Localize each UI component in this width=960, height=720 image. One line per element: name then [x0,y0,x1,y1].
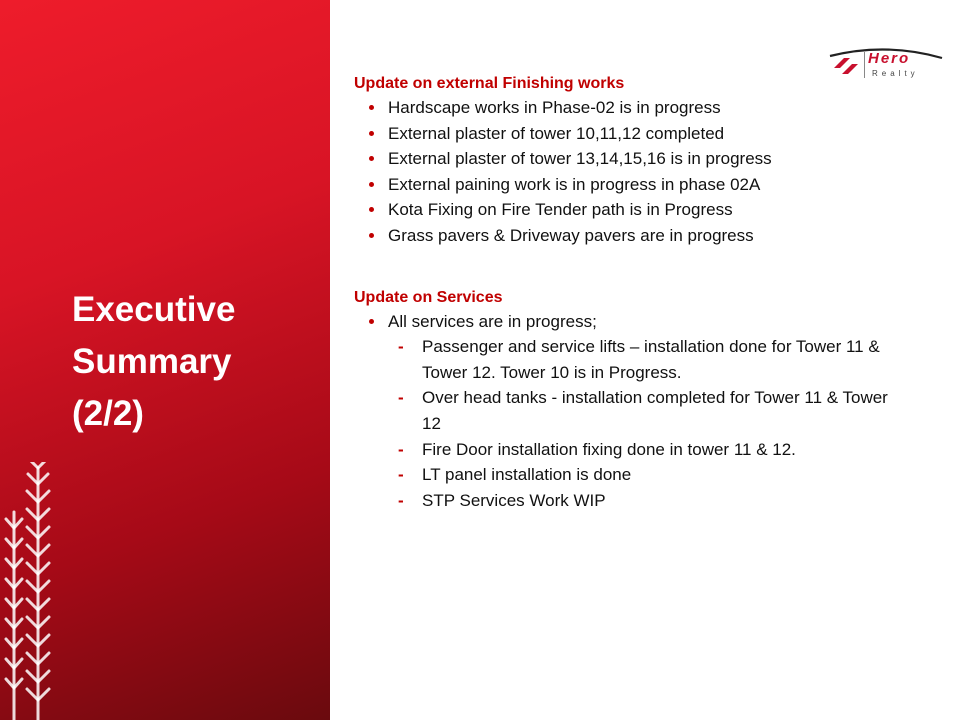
section-external-finishing [354,73,924,249]
list-item-text: Hardscape works in Phase-02 is in progress [388,98,721,117]
dash-icon: - [398,465,404,485]
section-spacer [354,249,924,287]
list-item [354,121,924,147]
bullet-list [354,95,924,249]
bullet-list [354,309,924,335]
slide-title [72,284,312,440]
list-item-text: External paining work is in progress in phase 02A [388,174,761,194]
list-item-text: External plaster of tower 10,11,12 completed [388,123,725,143]
sub-list-item [354,334,924,385]
logo-wordmark: Hero [868,50,911,67]
list-item-text: External plaster of tower 13,14,15,16 is in progress [388,149,772,169]
bullet-icon [369,233,374,238]
sub-list-item [354,437,924,463]
title-line-3: (2/2) [72,394,144,433]
bullet-icon [369,207,374,212]
left-title-panel [0,0,330,720]
dash-icon: - [398,439,404,459]
list-item [354,197,924,223]
sub-bullet-list [354,334,924,513]
logo-subtitle: Realty [872,69,919,78]
sub-list-item [354,488,924,514]
sub-list-item [354,385,924,436]
sub-list-item-text: Over head tanks - installation completed for Tower 11 & Tower 12 [422,388,888,433]
list-item [354,172,924,198]
sub-list-item-text: STP Services Work WIP [422,490,606,510]
dash-icon: - [398,490,404,510]
bullet-icon [369,182,374,187]
list-item [354,309,924,335]
sub-list-item [354,462,924,488]
dash-icon: - [398,388,404,408]
section-heading: Update on external Finishing works [354,75,625,92]
sub-list-item-text: Fire Door installation fixing done in tower 11 & 12. [422,439,796,459]
list-item [354,95,924,121]
decorative-plant-icon [0,462,60,720]
content-area [354,73,924,513]
bullet-icon [369,319,374,324]
title-line-1: Executive [72,290,236,329]
list-item-text: Grass pavers & Driveway pavers are in progress [388,225,754,245]
bullet-icon [369,156,374,161]
section-heading: Update on Services [354,288,503,306]
list-item [354,146,924,172]
title-line-2: Summary [72,342,232,381]
bullet-icon [369,131,374,136]
list-item-text: All services are in progress; [388,311,597,331]
sub-list-item-text: Passenger and service lifts – installation done for Tower 11 & Tower 12. Tower 10 is in Progress. [422,337,880,382]
section-services [354,287,924,514]
dash-icon: - [398,337,404,357]
list-item [354,223,924,249]
list-item-text: Kota Fixing on Fire Tender path is in Progress [388,200,733,220]
sub-list-item-text: LT panel installation is done [422,465,632,485]
bullet-icon [369,105,374,110]
